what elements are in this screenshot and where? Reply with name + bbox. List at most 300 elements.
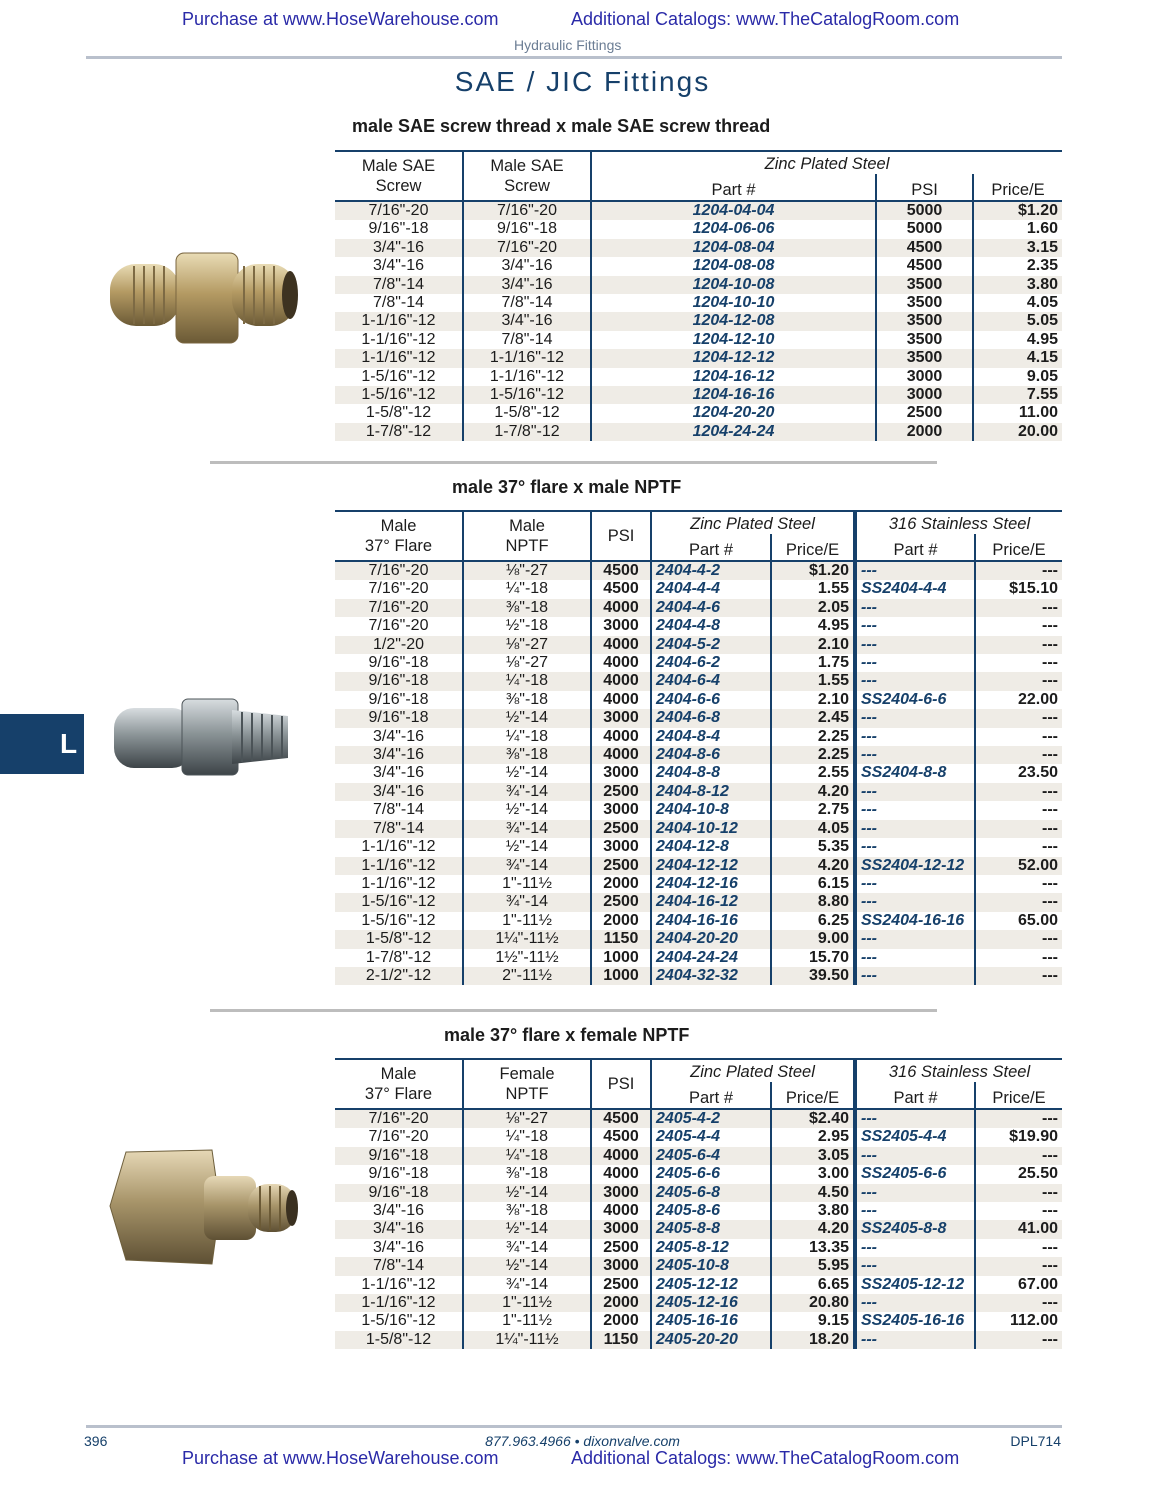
ss-part-number-cell: SS2404-4-4: [855, 580, 975, 598]
nptf-size-cell: ¼"-18: [463, 1147, 591, 1165]
nptf-size-cell: 1"-11½: [463, 1294, 591, 1312]
zinc-price-cell: 4.20: [771, 857, 855, 875]
table-row: [335, 368, 1062, 386]
ss-part-number-cell: ---: [855, 654, 975, 672]
male-sae-screw-cell: 1-7/8"-12: [463, 423, 591, 441]
zinc-part-number-cell: 2405-8-6: [651, 1202, 771, 1220]
section-divider-1: [210, 461, 937, 464]
header-rule: [86, 56, 1062, 59]
flare-size-cell: 7/8"-14: [335, 820, 463, 838]
psi-cell: 2500: [591, 783, 651, 801]
psi-cell: 3000: [591, 1184, 651, 1202]
price-cell: 20.00: [973, 423, 1062, 441]
table-row: [335, 838, 1062, 856]
psi-cell: 4000: [591, 728, 651, 746]
flare-size-cell: 7/16"-20: [335, 561, 463, 580]
male-sae-screw-cell: 3/4"-16: [463, 276, 591, 294]
table-row: [335, 1202, 1062, 1220]
price-cell: 5.05: [973, 312, 1062, 330]
ss-price-cell: ---: [975, 838, 1062, 856]
zinc-part-number-cell: 2404-8-6: [651, 746, 771, 764]
psi-cell: 2500: [591, 1239, 651, 1257]
zinc-price-cell: 4.05: [771, 820, 855, 838]
male-sae-screw-cell: 9/16"-18: [463, 220, 591, 238]
male-sae-screw-cell: 7/8"-14: [335, 276, 463, 294]
col-header-price-zinc: Price/E: [771, 1082, 855, 1109]
table-row: [335, 1220, 1062, 1238]
nptf-size-cell: ¾"-14: [463, 1276, 591, 1294]
col-header-part-zinc: Part #: [651, 534, 771, 561]
zinc-part-number-cell: 2404-10-8: [651, 801, 771, 819]
flare-size-cell: 1-5/8"-12: [335, 1331, 463, 1349]
ss-part-number-cell: ---: [855, 1147, 975, 1165]
male-sae-screw-cell: 1-5/8"-12: [463, 404, 591, 422]
zinc-price-cell: 6.65: [771, 1276, 855, 1294]
psi-cell: 3000: [591, 617, 651, 635]
col-header-male-sae-2: Male SAE: [490, 157, 564, 175]
psi-cell: 2000: [591, 912, 651, 930]
zinc-price-cell: 4.50: [771, 1184, 855, 1202]
zinc-part-number-cell: 2404-6-8: [651, 709, 771, 727]
col-header-part-ss: Part #: [855, 1082, 975, 1109]
table-row: [335, 783, 1062, 801]
zinc-part-number-cell: 2405-12-12: [651, 1276, 771, 1294]
nptf-size-cell: 1"-11½: [463, 1312, 591, 1330]
zinc-price-cell: 2.25: [771, 746, 855, 764]
ss-part-number-cell: ---: [855, 820, 975, 838]
ss-part-number-cell: ---: [855, 561, 975, 580]
zinc-price-cell: 20.80: [771, 1294, 855, 1312]
table-row: [335, 1165, 1062, 1183]
zinc-part-number-cell: 2405-4-2: [651, 1109, 771, 1128]
zinc-part-number-cell: 2404-12-12: [651, 857, 771, 875]
ss-price-cell: $15.10: [975, 580, 1062, 598]
ss-price-cell: 67.00: [975, 1276, 1062, 1294]
part-number-cell: 1204-10-08: [591, 276, 876, 294]
male-sae-screw-cell: 1-7/8"-12: [335, 423, 463, 441]
table-row: [335, 561, 1062, 580]
flare-size-cell: 7/16"-20: [368, 580, 429, 598]
table-row: [335, 1128, 1062, 1146]
col-header-screw-1: Screw: [375, 177, 422, 195]
psi-cell: 1000: [591, 967, 651, 985]
flare-size-cell: 9/16"-18: [368, 1165, 429, 1183]
ss-price-cell: ---: [975, 672, 1062, 690]
zinc-part-number-cell: 2405-4-4: [651, 1128, 771, 1146]
col-header-psi: PSI: [876, 174, 973, 201]
male-sae-screw-cell: 1-1/16"-12: [361, 330, 436, 348]
ss-price-cell: 41.00: [975, 1220, 1062, 1238]
zinc-price-cell: 2.25: [771, 728, 855, 746]
col-header-male: Male: [380, 517, 417, 535]
ss-part-number-cell: SS2404-16-16: [855, 912, 975, 930]
psi-cell: 3500: [876, 294, 973, 312]
zinc-price-cell: 2.10: [771, 636, 855, 654]
nptf-size-cell: ½"-14: [463, 838, 591, 856]
price-cell: 2.35: [973, 257, 1062, 275]
nptf-size-cell: 2"-11½: [463, 967, 591, 985]
psi-cell: 4500: [591, 561, 651, 580]
psi-cell: 4500: [876, 239, 973, 257]
col-header-male: Male: [380, 1065, 417, 1083]
flare-size-cell: 3/4"-16: [372, 1238, 425, 1256]
category-label: Hydraulic Fittings: [514, 37, 622, 53]
table-row: [335, 276, 1062, 294]
psi-cell: 3000: [591, 838, 651, 856]
group-header-zinc: Zinc Plated Steel: [651, 511, 855, 534]
psi-cell: 3500: [876, 331, 973, 349]
ss-price-cell: ---: [975, 1202, 1062, 1220]
psi-cell: 2500: [591, 857, 651, 875]
nptf-size-cell: ⅛"-27: [463, 654, 591, 672]
psi-cell: 2500: [591, 820, 651, 838]
zinc-part-number-cell: 2404-6-6: [651, 691, 771, 709]
psi-cell: 3000: [591, 1257, 651, 1275]
ss-part-number-cell: ---: [855, 728, 975, 746]
group-header-zinc: Zinc Plated Steel: [591, 151, 1062, 174]
ss-part-number-cell: SS2404-8-8: [855, 764, 975, 782]
section-tab-letter: L: [60, 728, 78, 759]
ss-part-number-cell: ---: [855, 1109, 975, 1128]
table-row: [335, 1312, 1062, 1330]
fitting-photo-3: [108, 1148, 300, 1266]
table-row: [335, 893, 1062, 911]
nptf-size-cell: ½"-18: [463, 617, 591, 635]
flare-size-cell: 1-5/16"-12: [335, 893, 463, 911]
flare-size-cell: 1-1/16"-12: [361, 874, 436, 892]
male-sae-screw-cell: 1-1/16"-12: [335, 312, 463, 330]
male-sae-screw-cell: 3/4"-16: [463, 312, 591, 330]
zinc-price-cell: 8.80: [771, 893, 855, 911]
part-number-cell: 1204-24-24: [591, 423, 876, 441]
zinc-part-number-cell: 2405-16-16: [651, 1312, 771, 1330]
ss-price-cell: ---: [975, 893, 1062, 911]
psi-cell: 4000: [591, 599, 651, 617]
page-title: SAE / JIC Fittings: [454, 66, 711, 97]
male-sae-screw-cell: 7/8"-14: [463, 331, 591, 349]
nptf-size-cell: 1"-11½: [463, 912, 591, 930]
zinc-price-cell: 2.55: [771, 764, 855, 782]
ss-part-number-cell: ---: [855, 838, 975, 856]
zinc-part-number-cell: 2405-20-20: [651, 1331, 771, 1349]
nptf-size-cell: ¾"-14: [463, 857, 591, 875]
psi-cell: 3000: [876, 368, 973, 386]
flare-size-cell: 7/16"-20: [335, 599, 463, 617]
psi-cell: 4000: [591, 691, 651, 709]
psi-cell: 4000: [591, 672, 651, 690]
nptf-size-cell: ¼"-18: [463, 1128, 591, 1146]
zinc-price-cell: 2.75: [771, 801, 855, 819]
col-header-screw-2: Screw: [504, 177, 550, 195]
zinc-price-cell: 4.20: [771, 1220, 855, 1238]
table-row: [335, 746, 1062, 764]
nptf-size-cell: ½"-14: [463, 709, 591, 727]
nptf-size-cell: 1¼"-11½: [463, 1331, 591, 1349]
psi-cell: 4000: [591, 746, 651, 764]
zinc-part-number-cell: 2404-16-12: [651, 893, 771, 911]
psi-cell: 2000: [591, 1294, 651, 1312]
zinc-price-cell: 9.00: [771, 930, 855, 948]
ss-part-number-cell: SS2405-8-8: [855, 1220, 975, 1238]
zinc-part-number-cell: 2404-24-24: [651, 949, 771, 967]
table-row: [335, 930, 1062, 948]
nptf-size-cell: ½"-14: [463, 1220, 591, 1238]
zinc-part-number-cell: 2405-6-6: [651, 1165, 771, 1183]
zinc-part-number-cell: 2404-12-16: [651, 875, 771, 893]
psi-cell: 3000: [591, 1220, 651, 1238]
section-divider-2: [210, 1009, 937, 1012]
table-row: [335, 220, 1062, 238]
col-header-nptf: NPTF: [505, 537, 549, 555]
zinc-price-cell: 3.80: [771, 1202, 855, 1220]
nptf-size-cell: ⅛"-27: [463, 1109, 591, 1128]
table-row: [335, 801, 1062, 819]
table-row: [335, 386, 1062, 404]
male-sae-screw-cell: 3/4"-16: [463, 257, 591, 275]
zinc-price-cell: 3.00: [771, 1165, 855, 1183]
zinc-part-number-cell: 2404-16-16: [651, 912, 771, 930]
part-number-cell: 1204-08-04: [591, 239, 876, 257]
nptf-size-cell: ¾"-14: [463, 1239, 591, 1257]
table-row: [335, 294, 1062, 312]
section3-title: male 37° flare x female NPTF: [444, 1025, 690, 1045]
table-row: [335, 617, 1062, 635]
ss-part-number-cell: ---: [855, 672, 975, 690]
price-cell: 1.60: [973, 220, 1062, 238]
psi-cell: 2500: [591, 1276, 651, 1294]
purchase-link-bottom[interactable]: Purchase at www.HoseWarehouse.com: [182, 1448, 499, 1468]
ss-price-cell: ---: [975, 1147, 1062, 1165]
ss-price-cell: ---: [975, 930, 1062, 948]
table-row: [335, 312, 1062, 330]
ss-price-cell: ---: [975, 654, 1062, 672]
ss-part-number-cell: ---: [855, 1331, 975, 1349]
psi-cell: 3500: [876, 276, 973, 294]
flare-size-cell: 9/16"-18: [368, 690, 429, 708]
zinc-part-number-cell: 2405-8-12: [651, 1239, 771, 1257]
nptf-size-cell: ½"-14: [463, 801, 591, 819]
flare-size-cell: 3/4"-16: [372, 764, 425, 782]
zinc-price-cell: 5.35: [771, 838, 855, 856]
zinc-price-cell: 1.55: [771, 580, 855, 598]
zinc-part-number-cell: 2404-20-20: [651, 930, 771, 948]
table-row: [335, 709, 1062, 727]
zinc-price-cell: 3.05: [771, 1147, 855, 1165]
ss-price-cell: ---: [975, 820, 1062, 838]
zinc-price-cell: $1.20: [771, 561, 855, 580]
ss-price-cell: ---: [975, 1257, 1062, 1275]
male-sae-screw-cell: 1-1/16"-12: [463, 349, 591, 367]
zinc-price-cell: 1.55: [771, 672, 855, 690]
table-row: [335, 1331, 1062, 1349]
psi-cell: 1150: [591, 930, 651, 948]
footer-rule: [86, 1425, 1062, 1428]
part-number-cell: 1204-16-16: [591, 386, 876, 404]
table-row: [335, 967, 1062, 985]
nptf-size-cell: ¼"-18: [463, 580, 591, 598]
nptf-size-cell: ½"-14: [463, 1257, 591, 1275]
col-header-male-2: Male: [509, 517, 545, 535]
flare-size-cell: 3/4"-16: [372, 727, 425, 745]
ss-price-cell: ---: [975, 1294, 1062, 1312]
table-row: [335, 423, 1062, 441]
ss-part-number-cell: ---: [855, 949, 975, 967]
psi-cell: 3500: [876, 312, 973, 330]
ss-price-cell: ---: [975, 1109, 1062, 1128]
zinc-part-number-cell: 2404-4-4: [651, 580, 771, 598]
zinc-part-number-cell: 2405-8-8: [651, 1220, 771, 1238]
flare-size-cell: 3/4"-16: [335, 746, 463, 764]
flare-size-cell: 9/16"-18: [335, 1184, 463, 1202]
psi-cell: 4500: [876, 257, 973, 275]
ss-price-cell: ---: [975, 599, 1062, 617]
psi-cell: 1150: [591, 1331, 651, 1349]
ss-part-number-cell: ---: [855, 1184, 975, 1202]
flare-size-cell: 7/16"-20: [335, 1109, 463, 1128]
flare-size-cell: 7/8"-14: [335, 1257, 463, 1275]
table-row: [335, 580, 1062, 598]
purchase-link-top[interactable]: Purchase at www.HoseWarehouse.com: [182, 9, 499, 29]
col-header-price-ss: Price/E: [975, 534, 1062, 561]
table-row: [335, 949, 1062, 967]
table-row: [335, 654, 1062, 672]
psi-cell: 2000: [591, 1312, 651, 1330]
psi-cell: 4500: [591, 1128, 651, 1146]
table-row: [335, 820, 1062, 838]
psi-cell: 3500: [876, 349, 973, 367]
table-row: [335, 1184, 1062, 1202]
ss-price-cell: ---: [975, 1184, 1062, 1202]
nptf-size-cell: 1"-11½: [463, 875, 591, 893]
part-number-cell: 1204-06-06: [591, 220, 876, 238]
nptf-size-cell: ¼"-18: [463, 672, 591, 690]
zinc-part-number-cell: 2404-4-6: [651, 599, 771, 617]
section2-title: male 37° flare x male NPTF: [452, 477, 682, 497]
psi-cell: 2000: [876, 423, 973, 441]
male-sae-screw-cell: 7/8"-14: [463, 294, 591, 312]
zinc-part-number-cell: 2404-6-2: [651, 654, 771, 672]
zinc-part-number-cell: 2404-4-8: [651, 617, 771, 635]
psi-cell: 3000: [591, 764, 651, 782]
col-header-part-ss: Part #: [855, 534, 975, 561]
ss-part-number-cell: ---: [855, 1257, 975, 1275]
part-number-cell: 1204-16-12: [591, 368, 876, 386]
ss-part-number-cell: ---: [855, 967, 975, 985]
flare-size-cell: 3/4"-16: [372, 1202, 425, 1220]
table-row: [335, 201, 1062, 220]
zinc-price-cell: 39.50: [771, 967, 855, 985]
col-header-male-sae-1: Male SAE: [361, 157, 436, 175]
zinc-part-number-cell: 2405-6-4: [651, 1147, 771, 1165]
section1-title: male SAE screw thread x male SAE screw thread: [352, 116, 771, 136]
psi-cell: 3000: [591, 709, 651, 727]
male-sae-screw-cell: 9/16"-18: [368, 220, 429, 238]
group-header-stainless: 316 Stainless Steel: [855, 511, 1062, 534]
table-row: [335, 912, 1062, 930]
psi-cell: 5000: [876, 201, 973, 220]
price-cell: 4.15: [973, 349, 1062, 367]
ss-price-cell: 23.50: [975, 764, 1062, 782]
part-number-cell: 1204-12-08: [591, 312, 876, 330]
psi-cell: 2000: [591, 875, 651, 893]
ss-price-cell: 65.00: [975, 912, 1062, 930]
zinc-price-cell: 2.05: [771, 599, 855, 617]
flare-size-cell: 1-1/16"-12: [361, 838, 436, 856]
catalog-link-bottom[interactable]: Additional Catalogs: www.TheCatalogRoom.com: [571, 1448, 960, 1468]
table-row: [335, 1239, 1062, 1257]
table-row: [335, 239, 1062, 257]
male-sae-screw-cell: 1-5/16"-12: [335, 386, 463, 404]
col-header-37-flare: 37° Flare: [364, 1085, 433, 1103]
zinc-price-cell: 6.25: [771, 912, 855, 930]
section-tab[interactable]: [0, 714, 84, 774]
col-header-part: Part #: [591, 174, 876, 201]
table-row: [335, 599, 1062, 617]
zinc-part-number-cell: 2404-4-2: [651, 561, 771, 580]
col-header-psi: PSI: [591, 1059, 651, 1109]
section1-table: [335, 150, 1062, 441]
ss-price-cell: ---: [975, 783, 1062, 801]
psi-cell: 3000: [591, 801, 651, 819]
table-row: [335, 1257, 1062, 1275]
contact-info: 877.963.4966 • dixonvalve.com: [485, 1433, 680, 1449]
zinc-price-cell: 9.15: [771, 1312, 855, 1330]
table-row: [335, 857, 1062, 875]
male-sae-screw-cell: 1-5/16"-12: [463, 386, 591, 404]
male-sae-screw-cell: 1-5/8"-12: [365, 404, 432, 422]
table-row: [335, 257, 1062, 275]
flare-size-cell: 1-7/8"-12: [365, 948, 432, 966]
section3-table: [335, 1058, 1062, 1349]
price-cell: 7.55: [973, 386, 1062, 404]
zinc-part-number-cell: 2404-5-2: [651, 636, 771, 654]
psi-cell: 3000: [876, 386, 973, 404]
nptf-size-cell: ⅜"-18: [463, 691, 591, 709]
catalog-link-top[interactable]: Additional Catalogs: www.TheCatalogRoom.com: [571, 9, 960, 29]
catalog-code: DPL714: [1010, 1433, 1061, 1449]
ss-part-number-cell: ---: [855, 801, 975, 819]
zinc-price-cell: 2.95: [771, 1128, 855, 1146]
col-header-37-flare: 37° Flare: [364, 537, 433, 555]
ss-part-number-cell: ---: [855, 1294, 975, 1312]
psi-cell: 4500: [591, 1109, 651, 1128]
flare-size-cell: 1-1/16"-12: [335, 857, 463, 875]
ss-price-cell: ---: [975, 967, 1062, 985]
part-number-cell: 1204-12-10: [591, 331, 876, 349]
table-row: [335, 404, 1062, 422]
group-header-zinc: Zinc Plated Steel: [651, 1059, 855, 1082]
flare-size-cell: 9/16"-18: [335, 709, 463, 727]
ss-price-cell: ---: [975, 949, 1062, 967]
flare-size-cell: 7/16"-20: [368, 617, 429, 635]
price-cell: 3.15: [973, 239, 1062, 257]
psi-cell: 4500: [591, 580, 651, 598]
ss-part-number-cell: SS2405-12-12: [855, 1276, 975, 1294]
flare-size-cell: 1-1/16"-12: [361, 1275, 436, 1293]
ss-price-cell: ---: [975, 709, 1062, 727]
ss-price-cell: 52.00: [975, 857, 1062, 875]
ss-price-cell: ---: [975, 561, 1062, 580]
table-row: [335, 672, 1062, 690]
nptf-size-cell: ¾"-14: [463, 783, 591, 801]
zinc-price-cell: 6.15: [771, 875, 855, 893]
price-cell: $1.20: [973, 201, 1062, 220]
part-number-cell: 1204-10-10: [591, 294, 876, 312]
ss-part-number-cell: ---: [855, 746, 975, 764]
ss-part-number-cell: ---: [855, 875, 975, 893]
group-header-stainless: 316 Stainless Steel: [855, 1059, 1062, 1082]
ss-part-number-cell: SS2405-4-4: [855, 1128, 975, 1146]
